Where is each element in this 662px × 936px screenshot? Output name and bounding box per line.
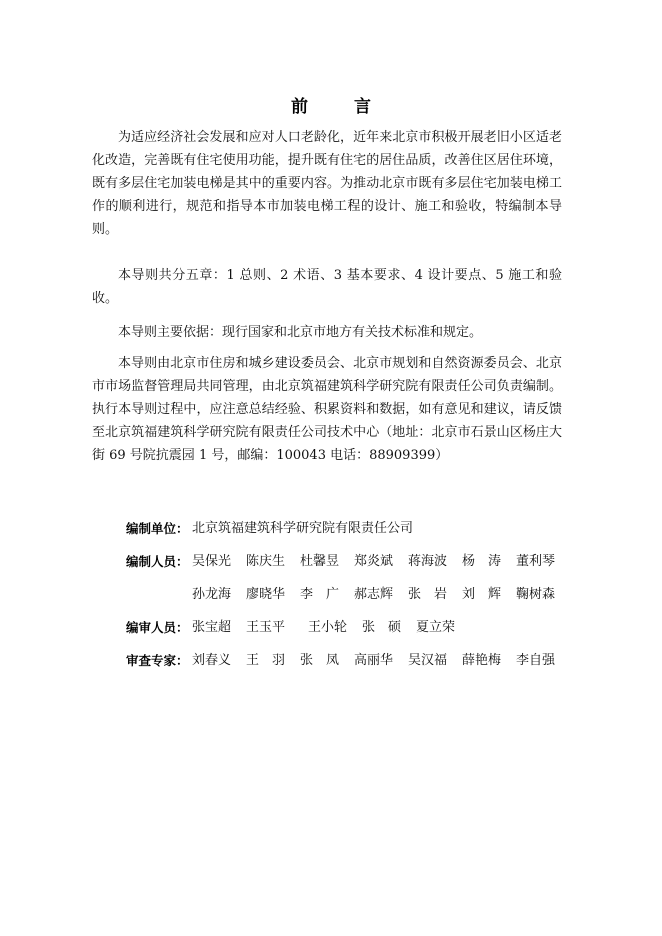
reviewer-name: 张 硕	[362, 620, 402, 635]
examiner-name: 高丽华	[354, 653, 394, 668]
editor-name: 张 岩	[408, 587, 448, 602]
credits-unit-row	[126, 519, 586, 539]
editor-name: 郝志辉	[354, 587, 394, 602]
preface-paragraph-1: 为适应经济社会发展和应对人口老龄化，近年来北京市积极开展老旧小区适老化改造，完善既有住宅使用功能，提升既有住宅的居住品质，改善住区居住环境，既有多层住宅加装电梯是其中的重要内容。为推动北京市既有多层住宅加装电梯工作的顺利进行，规范和指导本市加装电梯工程的设计、施工和验收，特编制本导则。	[92, 130, 562, 237]
credits-examiners-row	[126, 651, 586, 671]
unit-value: 北京筑福建筑科学研究院有限责任公司	[192, 521, 414, 536]
editor-name: 孙龙海	[192, 587, 232, 602]
examiner-name: 薛艳梅	[462, 653, 502, 668]
editors-label: 编制人员：	[126, 554, 189, 569]
examiners-names	[192, 651, 572, 671]
credits-reviewers-row	[126, 618, 586, 638]
examiner-name: 刘春义	[192, 653, 232, 668]
editor-name: 蒋海波	[408, 554, 448, 569]
preface-paragraph-2: 本导则共分五章：1 总则、2 术语、3 基本要求、4 设计要点、5 施工和验收。	[92, 268, 562, 306]
editor-name: 杜馨昱	[300, 554, 340, 569]
editor-name: 廖晓华	[246, 587, 286, 602]
editor-name: 杨 涛	[462, 554, 502, 569]
unit-label: 编制单位：	[126, 521, 189, 536]
credits-block	[126, 519, 586, 684]
reviewer-name: 张宝超	[192, 620, 232, 635]
preface-paragraph-3: 本导则主要依据：现行国家和北京市地方有关技术标准和规定。	[118, 325, 483, 340]
editor-name: 刘 辉	[462, 587, 502, 602]
examiners-label: 审查专家：	[126, 653, 189, 668]
reviewers-names	[192, 618, 572, 638]
editor-name: 郑炎斌	[354, 554, 394, 569]
examiner-name: 张 凤	[300, 653, 340, 668]
examiner-name: 吴汉福	[408, 653, 448, 668]
examiner-name: 李自强	[516, 653, 556, 668]
reviewer-name: 王玉平	[246, 620, 286, 635]
editor-name: 吴保光	[192, 554, 232, 569]
editor-name: 李 广	[300, 587, 340, 602]
editor-name: 鞠树森	[516, 587, 556, 602]
editors-names	[192, 552, 572, 605]
page-title: 前 言	[291, 97, 391, 117]
reviewers-label: 编审人员：	[126, 620, 189, 635]
preface-paragraph-4: 本导则由北京市住房和城乡建设委员会、北京市规划和自然资源委员会、北京市市场监督管理局共同管理，由北京筑福建筑科学研究院有限责任公司负责编制。执行本导则过程中，应注意总结经验、积累资料和数据，如有意见和建议，请反馈至北京筑福建筑科学研究院有限责任公司技术中心（地址：北京市石景山区杨庄大街 69 号院抗震园 1 号，邮编：100043 电话：88909399）	[92, 356, 562, 463]
editor-name: 董利琴	[516, 554, 556, 569]
credits-editors-row	[126, 552, 586, 605]
editor-name: 陈庆生	[246, 554, 286, 569]
examiner-name: 王 羽	[246, 653, 286, 668]
reviewer-name: 王小轮	[308, 620, 348, 635]
reviewer-name: 夏立荣	[416, 620, 456, 635]
